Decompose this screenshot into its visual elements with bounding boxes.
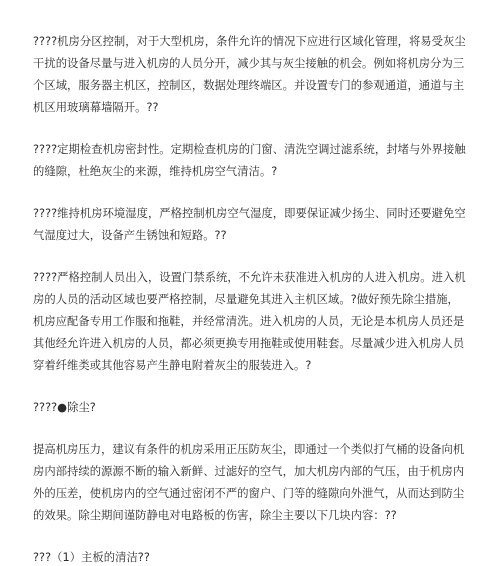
paragraph-positive-pressure: 提高机房压力，建议有条件的机房采用正压防灰尘，即通过一个类似打气桶的设备向机房内部持续的源源不断的输入新鲜、过滤好的空气，加大机房内部的气压，由于机房内外的压差，使机房内的空气通过密闭不严的窗户、门等的缝隙向外泄气，从而达到防尘的效果。除尘期间谨防静电对电路板的伤害，除尘主要以下几块内容：?? bbox=[33, 443, 465, 522]
paragraph-sealing: ????定期检查机房密封性。定期检查机房的门窗、清洗空调过滤系统，封堵与外界接触的缝隙，杜绝灰尘的来源，维持机房空气清洁。? bbox=[33, 143, 466, 178]
paragraph-access-control: ????严格控制人员出入，设置门禁系统，不允许未获准进入机房的人进入机房。进入机房的人员的活动区域也要严格控制，尽量避免其进入主机区域。?做好预先除尘措施，机房应配备专用工作服和拖鞋，并经常清洗。进入机房的人员，无论是本机房人员还是其他经允许进入机房的人员，都必须更换专用拖鞋或使用鞋套。尽量减少进入机房人员穿着纤维类或其他容易产生静电附着灰尘的服装进入。? bbox=[33, 271, 466, 372]
paragraph-humidity: ????维持机房环境湿度，严格控制机房空气湿度，即要保证减少扬尘、同时还要避免空气湿度过大，设备产生锈蚀和短路。?? bbox=[33, 207, 466, 242]
subheading-motherboard-cleaning: ???（1）主板的清洁?? bbox=[33, 551, 150, 564]
section-heading-dust-removal: ????●除尘? bbox=[33, 401, 96, 414]
paragraph-zoning: ????机房分区控制，对于大型机房，条件允许的情况下应进行区域化管理，将易受灰尘干扰的设备尽量与进入机房的人员分开，减少其与灰尘接触的机会。例如将机房分为三个区域，服务器主机区，控制区，数据处理终端区。并设置专门的参观通道，通道与主机区用玻璃幕墙隔开。?? bbox=[33, 35, 466, 114]
